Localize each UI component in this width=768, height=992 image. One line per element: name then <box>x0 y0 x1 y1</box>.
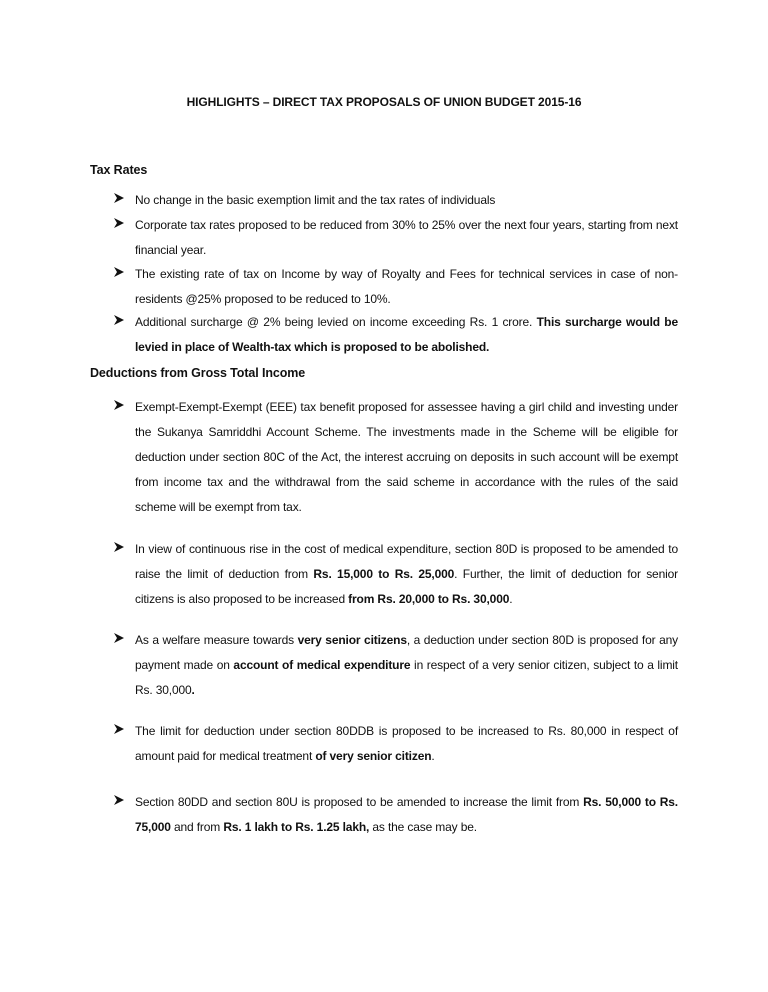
bullet-bold-part: very senior citizens <box>297 633 407 647</box>
list-item <box>113 213 678 263</box>
page-title: HIGHLIGHTS – DIRECT TAX PROPOSALS OF UNION BUDGET 2015-16 <box>186 95 582 109</box>
arrow-bullet-icon <box>113 213 127 233</box>
bullet-text-part: and from <box>170 820 224 834</box>
bullet-text <box>135 310 678 360</box>
bullet-text-part: in respect of a very senior citizen, subject to a limit Rs. 30,000 <box>135 658 678 697</box>
list-item <box>113 395 678 520</box>
bullet-bold-part: . <box>191 683 195 697</box>
bullet-text-part: The limit for deduction under section 80DDB is proposed to be increased to Rs. 80,000 in respect of amount paid for medical treatment <box>135 724 678 763</box>
bullet-bold-part: from Rs. 20,000 to Rs. 30,000 <box>348 592 510 606</box>
bullet-text: No change in the basic exemption limit and the tax rates of individuals <box>135 193 496 207</box>
bullet-bold-part: Rs. 50,000 to Rs. 75,000 <box>135 795 678 834</box>
arrow-bullet-icon <box>113 262 127 282</box>
bullet-text-part: as the case may be. <box>369 820 477 834</box>
bullet-bold-part: account of medical expenditure <box>233 658 411 672</box>
list-item <box>113 310 678 360</box>
bullet-bold-part: of very senior citizen <box>315 749 432 763</box>
list-item <box>113 537 678 612</box>
bullet-text-part: . <box>509 592 513 606</box>
arrow-bullet-icon <box>113 310 127 330</box>
list-item <box>113 719 678 769</box>
bullet-bold-part: This surcharge would be levied in place of Wealth-tax which is proposed to be abolished. <box>135 315 678 354</box>
arrow-bullet-icon <box>113 537 127 557</box>
section-heading-tax-rates: Tax Rates <box>90 163 148 177</box>
bullet-text-part: Additional surcharge @ 2% being levied on income exceeding Rs. 1 crore. <box>135 315 537 329</box>
bullet-text-part: Section 80DD and section 80U is proposed to be amended to increase the limit from <box>135 795 584 809</box>
bullet-text-part: As a welfare measure towards <box>135 633 298 647</box>
bullet-text <box>135 719 678 769</box>
bullet-text <box>135 537 678 612</box>
arrow-bullet-icon <box>113 628 127 648</box>
bullet-text: Exempt-Exempt-Exempt (EEE) tax benefit proposed for assessee having a girl child and investing under the Sukanya Samriddhi Account Scheme. The investments made in the Scheme will be eligible for deduction under section 80C of the Act, the interest accruing on deposits in such account will be exempt from income tax and the withdrawal from the said scheme in accordance with the rules of the said scheme will be exempt from tax. <box>135 400 678 514</box>
list-item <box>113 188 678 213</box>
arrow-bullet-icon <box>113 719 127 739</box>
section-heading-deductions: Deductions from Gross Total Income <box>90 366 306 380</box>
bullet-bold-part: Rs. 1 lakh to Rs. 1.25 lakh, <box>223 820 370 834</box>
bullet-text-part: , a deduction under section 80D is proposed for any payment made on <box>135 633 678 672</box>
bullet-text-part: In view of continuous rise in the cost of medical expenditure, section 80D is proposed to be amended to raise the limit of deduction from <box>135 542 678 581</box>
bullet-text-part: . Further, the limit of deduction for senior citizens is also proposed to be increased <box>135 567 678 606</box>
bullet-text: Corporate tax rates proposed to be reduced from 30% to 25% over the next four years, starting from next financial year. <box>135 218 678 257</box>
bullet-text-part: . <box>431 749 435 763</box>
bullet-text <box>135 790 678 840</box>
bullet-text <box>135 628 678 703</box>
arrow-bullet-icon <box>113 395 127 415</box>
arrow-bullet-icon <box>113 790 127 810</box>
bullet-bold-part: Rs. 15,000 to Rs. 25,000 <box>313 567 455 581</box>
arrow-bullet-icon <box>113 188 127 208</box>
list-item <box>113 262 678 312</box>
list-item <box>113 790 678 840</box>
list-item <box>113 628 678 703</box>
bullet-text: The existing rate of tax on Income by way of Royalty and Fees for technical services in case of non-residents @25% proposed to be reduced to 10%. <box>135 267 678 306</box>
